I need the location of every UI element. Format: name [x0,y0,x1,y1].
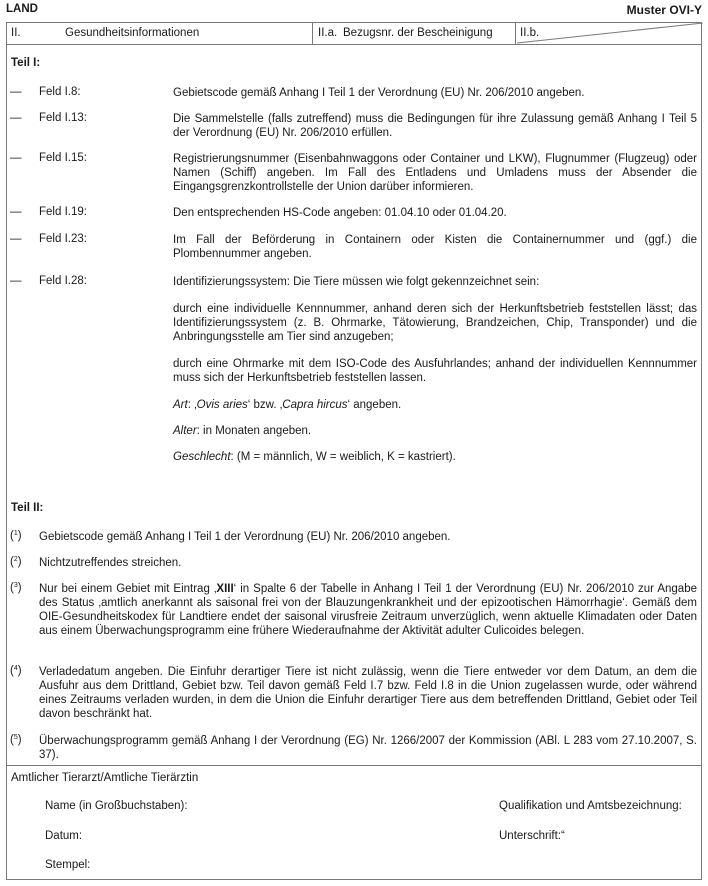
header-cell-number: II.a. [318,27,338,39]
footnote-text: Gebietscode gemäß Anhang I Teil 1 der Verordnung (EU) Nr. 206/2010 angeben. [39,531,451,543]
model-label: Muster OVI-Y [626,3,702,17]
field-label: Feld I.15: [39,152,87,164]
diagonal-line-icon [516,23,703,44]
header-cell-reference-number [313,23,516,44]
part2-title: Teil II: [11,502,44,514]
footnote-number: ($^3$) [10,582,22,594]
date-field-label: Datum: [45,830,83,842]
field-text: Gebietscode gemäß Anhang I Teil 1 der Verordnung (EU) Nr. 206/2010 angeben. [173,87,585,99]
footnote-text: Nur bei einem Gebiet mit Eintrag ‚XIII‘ in Spalte 6 der Tabelle in Anhang I Teil 1 der Verordnung (EU) Nr. 206/2010 zur Angabe des Status ‚amtlich anerkannt als saisonal frei von der Blauzungenkrankheit und der epizootischen Hämorrhagie‘. Gemäß dem OIE-Gesundheitskodex für Landtiere endet der saisonal virusfreie Zeitraum unverzüglich, wenn aktuelle Klimadaten oder Daten aus einem Überwachungsprogramm eine frühere Wiederaufnahme der Aktivität adulter Culicoides belegen. [39,583,697,637]
age-text: : in Monaten angeben. [196,425,312,437]
species-separator: : ‚ [187,399,197,411]
footnote-number: ($^5$) [10,734,22,746]
species-suffix: ‘ angeben. [347,399,402,411]
field-label: Feld I.19: [39,206,87,218]
part1-title: Teil I: [11,57,41,69]
sex-line [173,450,697,464]
stamp-field-label: Stempel: [45,859,91,871]
field-text: Die Sammelstelle (falls zutreffend) muss die Bedingungen für ihre Zulassung gemäß Anhang I Teil 5 der Verordnung (EU) Nr. 206/2010 erfüllen. [173,113,697,139]
field-text: Identifizierungssystem: Die Tiere müssen wie folgt gekennzeichnet sein: [173,276,540,288]
footnote-text: Überwachungsprogramm gemäß Anhang I der Verordnung (EG) Nr. 1266/2007 der Kommission (ABl. L 283 vom 27.10.2007, S. 37). [39,735,697,761]
official-vet-title: Amtlicher Tierarzt/Amtliche Tierärztin [11,772,199,784]
header-cell-iib [516,23,703,44]
dash-bullet: — [10,112,22,124]
species-label: Art [173,399,188,411]
certificate-frame [6,22,702,880]
identification-paragraph-2: durch eine Ohrmarke mit dem ISO-Code des Ausfuhrlandes; anhand der individuellen Kennnummer muss sich der Herkunftsbetrieb feststellen lassen. [173,358,697,384]
sex-text: : (M = männlich, W = weiblich, K = kastriert). [230,451,456,463]
name-field-label: Name (in Großbuchstaben): [45,800,188,812]
footnote-number: ($^2$) [10,556,22,568]
section-divider [7,765,701,766]
dash-bullet: — [10,206,22,218]
dash-bullet: — [10,275,22,287]
field-text: Im Fall der Beförderung in Containern oder Kisten die Containernummer und (ggf.) die Plombennummer angeben. [173,234,697,260]
field-label: Feld I.28: [39,275,87,287]
species-goat: Capra hircus [282,399,348,411]
age-line [173,424,697,438]
species-sheep: Ovis aries [196,399,248,411]
species-line [173,398,697,412]
qualification-field-label: Qualifikation und Amtsbezeichnung: [499,800,682,812]
header-cell-number: II.b. [520,27,540,39]
sex-label: Geschlecht [173,451,231,463]
signature-field-label: Unterschrift:“ [499,830,565,842]
field-text: Registrierungsnummer (Eisenbahnwaggons oder Container und LKW), Flugnummer (Flugzeug) oder Namen (Schiff) angeben. Im Fall des Entladens und Umladens muss der Absender die Eingangsgrenzkontrollstelle der Union darüber informieren. [173,153,697,193]
identification-paragraph-1: durch eine individuelle Kennnummer, anhand deren sich der Herkunftsbetrieb feststellen lässt; das Identifizierungssystem (z. B. Ohrmarke, Tätowierung, Brandzeichen, Chip, Transponder) und die Anbringungsstelle am Tier sind anzugeben; [173,303,697,343]
footnote-text: Nichtzutreffendes streichen. [39,557,182,569]
age-label: Alter [173,425,197,437]
certificate-header-row [7,23,701,45]
country-label: LAND [6,3,38,15]
field-text: Den entsprechenden HS-Code angeben: 01.04.10 oder 01.04.20. [173,207,507,219]
footnote-number: ($^4$) [10,665,22,677]
header-cell-health-info [7,23,313,44]
dash-bullet: — [10,86,22,98]
field-label: Feld I.8: [39,86,81,98]
header-cell-label: Gesundheitsinformationen [65,27,200,39]
footnote-text: Verladedatum angeben. Die Einfuhr derartiger Tiere ist nicht zulässig, wenn die Tiere entweder vor dem Datum, an dem die Ausfuhr aus dem Drittland, Gebiet bzw. Teil davon gemäß Feld I.7 bzw. Feld I.8 in die Union zugelassen wurde, oder während eines Zeitraums verladen wurden, in dem die Union die Einfuhr derartiger Tiere aus dem betreffenden Drittland, Gebiet oder Teil davon beschränkt hat. [39,666,697,720]
species-separator: ‘ bzw. ‚ [247,399,283,411]
footnote-number: ($^1$) [10,530,22,542]
dash-bullet: — [10,233,22,245]
field-label: Feld I.13: [39,112,87,124]
header-cell-number: II. [11,27,21,39]
dash-bullet: — [10,152,22,164]
header-cell-label: Bezugsnr. der Bescheinigung [343,27,493,39]
field-label: Feld I.23: [39,233,87,245]
